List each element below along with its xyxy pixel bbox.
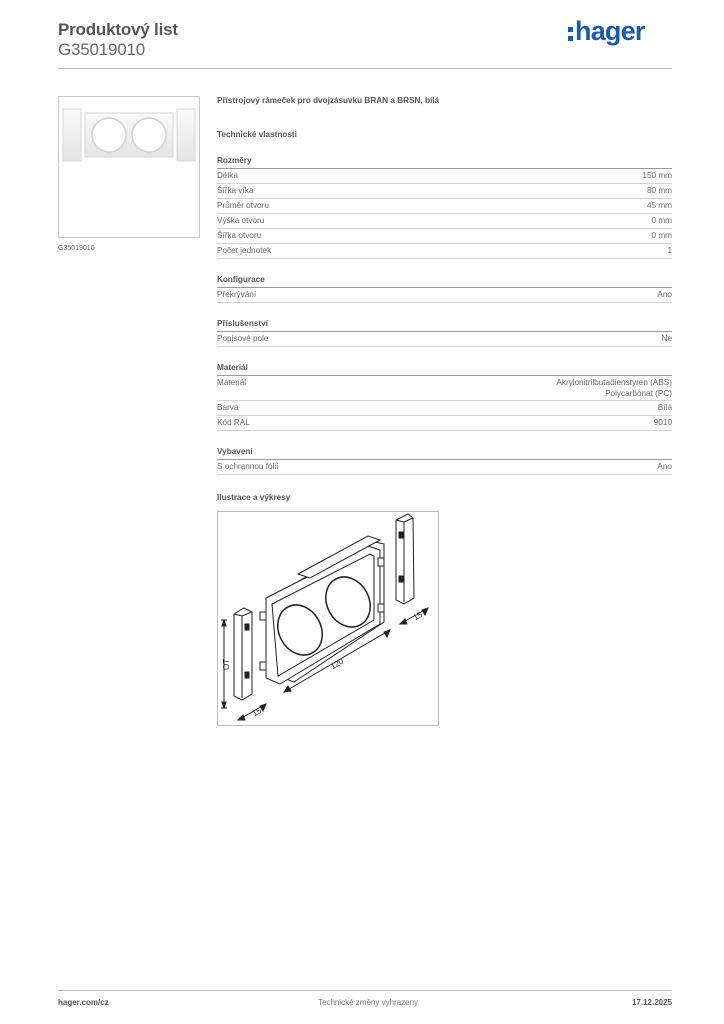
section-title: Materiál xyxy=(217,363,672,376)
technical-drawing xyxy=(217,511,439,726)
spec-value: Ne xyxy=(661,334,672,343)
spec-label: Šířka otvoru xyxy=(217,231,262,240)
spec-value: 0 mm xyxy=(651,231,672,240)
section-accessories xyxy=(217,319,672,347)
spec-row xyxy=(217,169,672,184)
spec-row xyxy=(217,214,672,229)
frame-drawing-icon xyxy=(218,512,438,725)
logo-dots-icon xyxy=(568,27,573,41)
section-title: Rozměry xyxy=(217,156,672,169)
spec-value: 9010 xyxy=(653,418,672,427)
spec-label: Materiál xyxy=(217,378,247,387)
spec-row xyxy=(217,199,672,214)
section-title: Příslušenství xyxy=(217,319,672,332)
spec-row xyxy=(217,184,672,199)
spec-row xyxy=(217,376,672,401)
spec-label: Počet jednotek xyxy=(217,246,272,255)
spec-label: Překrývání xyxy=(217,290,257,299)
spec-label: Popisové pole xyxy=(217,334,269,343)
spec-row xyxy=(217,332,672,347)
spec-value: 150 mm xyxy=(642,171,672,180)
frame-photo-icon xyxy=(59,97,199,237)
spec-value: 80 mm xyxy=(646,186,672,195)
footer-date: 17.12.2025 xyxy=(631,998,672,1007)
spec-row xyxy=(217,288,672,303)
main-content xyxy=(217,96,672,726)
product-name: Přístrojový rámeček pro dvojzásuvku BRAN a BRSN, bílá xyxy=(217,96,440,105)
spec-label: Průměr otvoru xyxy=(217,201,269,210)
height-dimension-label: OT xyxy=(222,658,231,670)
section-title: Konfigurace xyxy=(217,275,672,288)
document-title: Produktový list xyxy=(58,20,178,39)
spec-label: Barva xyxy=(217,403,239,412)
spec-value: 1 xyxy=(667,246,672,255)
spec-value: Bílá xyxy=(657,403,672,412)
section-dimensions xyxy=(217,156,672,259)
image-caption: G35019010 xyxy=(58,245,95,252)
spec-value: Ano xyxy=(657,290,672,299)
spec-row xyxy=(217,460,672,475)
left-cap-dimension-label: 15 xyxy=(250,705,263,719)
document-code: G35019010 xyxy=(58,40,146,59)
spec-row xyxy=(217,244,672,259)
illustrations-title: Ilustrace a výkresy xyxy=(217,493,291,502)
spec-value-line: Polycarbonat (PC) xyxy=(605,389,672,398)
spec-label: Výška otvoru xyxy=(217,216,265,225)
footer-divider xyxy=(58,990,672,991)
product-image xyxy=(58,96,200,238)
spec-label: Délka xyxy=(217,171,238,180)
section-configuration xyxy=(217,275,672,303)
length-dimension-label: 120 xyxy=(329,656,346,672)
right-cap-dimension-label: 15 xyxy=(411,609,424,623)
spec-value xyxy=(556,377,672,399)
section-material xyxy=(217,363,672,431)
footer-notice: Technické změny vyhrazeny xyxy=(318,998,419,1007)
footer-website-link[interactable]: hager.com/cz xyxy=(58,998,109,1007)
spec-label: S ochrannou fólií xyxy=(217,462,279,471)
spec-value-line: Akrylonitrilbutadienstyren (ABS) xyxy=(556,378,672,387)
logo-text: hager xyxy=(575,16,645,46)
technical-properties-title: Technické vlastnosti xyxy=(217,130,297,139)
spec-row xyxy=(217,416,672,431)
spec-label: Šířka víka xyxy=(217,186,254,195)
spec-row xyxy=(217,401,672,416)
spec-label: Kód RAL xyxy=(217,418,250,427)
spec-value: 0 mm xyxy=(651,216,672,225)
spec-row xyxy=(217,229,672,244)
hager-logo[interactable] xyxy=(568,16,645,47)
spec-value: 45 mm xyxy=(646,201,672,210)
section-equipment xyxy=(217,447,672,475)
section-title: Vybavení xyxy=(217,447,672,460)
spec-value: Ano xyxy=(657,462,672,471)
header-divider xyxy=(58,68,672,69)
